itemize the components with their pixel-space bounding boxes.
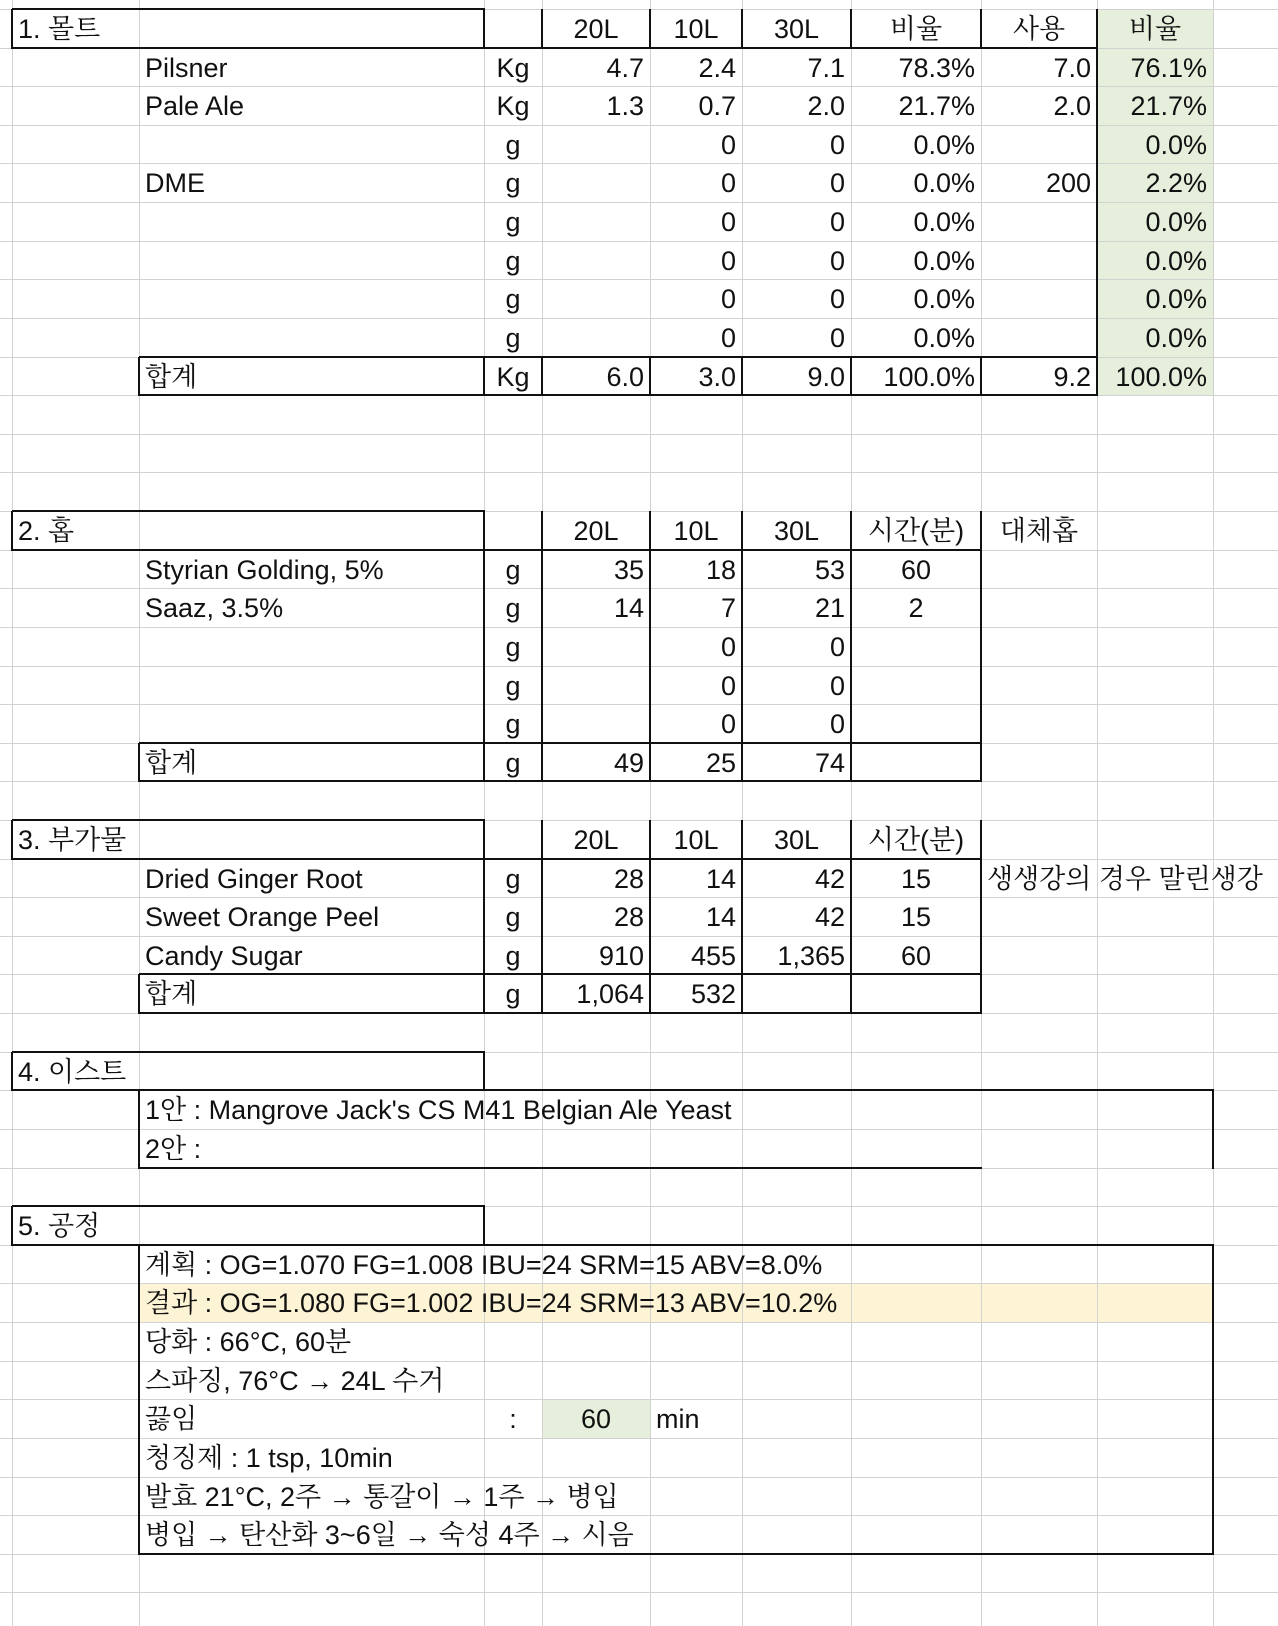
malt-name-cell[interactable]: DME [145, 168, 205, 198]
adjunct-time-cell[interactable]: 60 [900, 941, 932, 971]
adjuncts-header: 10L [673, 825, 719, 855]
hops-name-cell[interactable]: Saaz, 3.5% [145, 593, 284, 623]
malt-header: 비율 [1128, 14, 1182, 44]
hops-header: 20L [573, 516, 619, 546]
hops-total-v30[interactable]: 74 [814, 748, 845, 778]
malt-header: 30L [773, 14, 820, 44]
hops-header: 10L [673, 516, 719, 546]
hops-time-cell[interactable]: 60 [900, 555, 932, 585]
hops-v20-cell[interactable] [542, 666, 650, 704]
grid-vline [12, 0, 13, 1626]
malt-v10-cell[interactable]: 0 [720, 207, 736, 237]
malt-total-use_ratio[interactable]: 100.0% [1115, 362, 1207, 392]
malt-use-cell[interactable] [981, 241, 1097, 279]
hops-header: 시간(분) [867, 516, 965, 546]
adjuncts-total-unit: g [505, 979, 521, 1009]
malt-total-v30[interactable]: 9.0 [807, 362, 845, 392]
malt-ratio-cell[interactable]: 0.0% [913, 207, 975, 237]
malt-use_ratio-cell[interactable]: 0.0% [1145, 207, 1207, 237]
malt-v30-cell[interactable]: 0 [829, 323, 845, 353]
hops-v20-cell[interactable]: 35 [613, 555, 644, 585]
hops-section-title: 2. 홉 [18, 516, 75, 546]
malt-v10-cell[interactable]: 0 [720, 168, 736, 198]
malt-v20-cell[interactable]: 4.7 [606, 53, 644, 83]
hops-total-unit: g [505, 748, 521, 778]
malt-unit-cell[interactable]: Kg [496, 91, 530, 121]
malt-use-cell[interactable] [981, 318, 1097, 357]
process-result[interactable]: 결과 : OG=1.080 FG=1.002 IBU=24 SRM=13 ABV=10.2% [145, 1288, 838, 1318]
malt-use_ratio-cell[interactable]: 0.0% [1145, 323, 1207, 353]
boil-value-cell[interactable]: 60 [580, 1404, 612, 1434]
malt-total-unit: Kg [496, 362, 530, 392]
grid-hline [0, 472, 1278, 473]
malt-name-cell[interactable] [139, 318, 484, 357]
adjunct-v20-cell[interactable]: 28 [613, 864, 644, 894]
malt-use_ratio-cell[interactable]: 2.2% [1145, 168, 1207, 198]
malt-header: 비율 [889, 14, 943, 44]
yeast-section-title: 4. 이스트 [18, 1057, 127, 1087]
malt-use_ratio-cell[interactable]: 0.0% [1145, 130, 1207, 160]
hops-v20-cell[interactable]: 14 [613, 593, 644, 623]
malt-use-cell[interactable] [981, 202, 1097, 241]
malt-v10-cell[interactable]: 0 [720, 130, 736, 160]
yeast-option-2[interactable]: 2안 : [145, 1134, 202, 1164]
hops-header: 30L [773, 516, 820, 546]
malt-total-label: 합계 [145, 362, 198, 392]
malt-v30-cell[interactable]: 0 [829, 130, 845, 160]
hops-v10-cell[interactable]: 0 [720, 671, 736, 701]
adjunct-name-cell[interactable]: Sweet Orange Peel [145, 902, 380, 932]
hops-v20-cell[interactable] [542, 704, 650, 743]
adjunct-unit-cell[interactable]: g [505, 941, 521, 971]
hops-v10-cell[interactable]: 18 [705, 555, 736, 585]
adjuncts-header: 20L [573, 825, 619, 855]
malt-name-cell[interactable]: Pilsner [145, 53, 228, 83]
malt-total-v10[interactable]: 3.0 [698, 362, 736, 392]
malt-v30-cell[interactable]: 2.0 [807, 91, 845, 121]
hops-name-cell[interactable] [139, 666, 484, 704]
malt-v10-cell[interactable]: 0 [720, 246, 736, 276]
adjunct-name-cell[interactable]: Candy Sugar [145, 941, 303, 971]
malt-ratio-cell[interactable]: 0.0% [913, 323, 975, 353]
malt-ratio-cell[interactable]: 0.0% [913, 130, 975, 160]
malt-total-use[interactable]: 9.2 [1053, 362, 1091, 392]
malt-v20-cell[interactable] [542, 125, 650, 163]
malt-use_ratio-cell[interactable]: 21.7% [1130, 91, 1207, 121]
malt-section-title: 1. 몰트 [18, 14, 101, 44]
process-fining[interactable]: 청징제 : 1 tsp, 10min [145, 1443, 393, 1473]
hops-unit-cell[interactable]: g [505, 632, 521, 662]
process-bottle[interactable]: 병입 → 탄산화 3~6일 → 숙성 4주 → 시음 [145, 1520, 634, 1550]
hops-total-v10[interactable]: 25 [705, 748, 736, 778]
malt-use-cell[interactable]: 7.0 [1053, 53, 1091, 83]
malt-v10-cell[interactable]: 0.7 [698, 91, 736, 121]
malt-header: 10L [673, 14, 719, 44]
yeast-option-1[interactable]: 1안 : Mangrove Jack's CS M41 Belgian Ale Yeast [145, 1095, 732, 1125]
hops-v20-cell[interactable] [542, 627, 650, 666]
boil-label: 끓임 [145, 1404, 198, 1434]
hops-v10-cell[interactable]: 0 [720, 632, 736, 662]
malt-unit-cell[interactable]: g [505, 207, 521, 237]
hops-unit-cell[interactable]: g [505, 709, 521, 739]
malt-use-cell[interactable] [981, 279, 1097, 318]
hops-unit-cell[interactable]: g [505, 593, 521, 623]
malt-v30-cell[interactable]: 7.1 [807, 53, 845, 83]
malt-header: 사용 [1012, 14, 1066, 44]
malt-name-cell[interactable]: Pale Ale [145, 91, 245, 121]
malt-ratio-cell[interactable]: 0.0% [913, 168, 975, 198]
malt-v10-cell[interactable]: 0 [720, 323, 736, 353]
malt-name-cell[interactable] [139, 125, 484, 163]
hops-time-cell[interactable]: 2 [908, 593, 924, 623]
adjunct-v10-cell[interactable]: 14 [705, 902, 736, 932]
hops-v30-cell[interactable]: 21 [814, 593, 845, 623]
hops-unit-cell[interactable]: g [505, 671, 521, 701]
adjuncts-section-title: 3. 부가물 [18, 825, 127, 855]
hops-time-cell[interactable] [851, 627, 981, 666]
hops-v10-cell[interactable]: 7 [720, 593, 736, 623]
malt-unit-cell[interactable]: g [505, 168, 521, 198]
malt-use_ratio-cell[interactable]: 76.1% [1130, 53, 1207, 83]
hops-v30-cell[interactable]: 0 [829, 709, 845, 739]
malt-ratio-cell[interactable]: 78.3% [898, 53, 975, 83]
adjunct-v30-cell[interactable]: 1,365 [777, 941, 845, 971]
adjunct-unit-cell[interactable]: g [505, 902, 521, 932]
grid-hline [0, 434, 1278, 435]
hops-total-label: 합계 [145, 748, 198, 778]
malt-total-ratio[interactable]: 100.0% [883, 362, 975, 392]
boil-colon: : [509, 1404, 517, 1434]
malt-use-cell[interactable]: 2.0 [1053, 91, 1091, 121]
hops-name-cell[interactable] [139, 627, 484, 666]
malt-v20-cell[interactable] [542, 318, 650, 357]
boil-unit: min [656, 1404, 700, 1434]
adjunct-v20-cell[interactable]: 28 [613, 902, 644, 932]
malt-ratio-cell[interactable]: 0.0% [913, 284, 975, 314]
adjunct-name-cell[interactable]: Dried Ginger Root [145, 864, 363, 894]
malt-use_ratio-cell[interactable]: 0.0% [1145, 284, 1207, 314]
adjunct-v30-cell[interactable]: 42 [814, 864, 845, 894]
malt-name-cell[interactable] [139, 202, 484, 241]
adjunct-time-cell[interactable]: 15 [900, 864, 932, 894]
adjuncts-header: 30L [773, 825, 820, 855]
adjunct-v30-cell[interactable]: 42 [814, 902, 845, 932]
adjunct-v10-cell[interactable]: 14 [705, 864, 736, 894]
adjunct-note-cell[interactable]: 생생강의 경우 말린생강 [987, 864, 1263, 894]
malt-header: 20L [573, 14, 619, 44]
malt-v30-cell[interactable]: 0 [829, 168, 845, 198]
hops-header: 대체홉 [999, 516, 1079, 546]
malt-unit-cell[interactable]: Kg [496, 53, 530, 83]
malt-v20-cell[interactable] [542, 279, 650, 318]
adjunct-time-cell[interactable]: 15 [900, 902, 932, 932]
malt-v20-cell[interactable] [542, 202, 650, 241]
malt-v20-cell[interactable] [542, 163, 650, 202]
hops-total-v20[interactable]: 49 [613, 748, 644, 778]
hops-name-cell[interactable]: Styrian Golding, 5% [145, 555, 384, 585]
malt-ratio-cell[interactable]: 0.0% [913, 246, 975, 276]
hops-unit-cell[interactable]: g [505, 555, 521, 585]
adjuncts-header: 시간(분) [867, 825, 965, 855]
adjunct-unit-cell[interactable]: g [505, 864, 521, 894]
malt-total-v20[interactable]: 6.0 [606, 362, 644, 392]
malt-v30-cell[interactable]: 0 [829, 284, 845, 314]
malt-v10-cell[interactable]: 0 [720, 284, 736, 314]
hops-time-cell[interactable] [851, 666, 981, 704]
process-section-title: 5. 공정 [18, 1211, 101, 1241]
hops-v10-cell[interactable]: 0 [720, 709, 736, 739]
grid-hline [0, 1592, 1278, 1593]
malt-use-cell[interactable]: 200 [1045, 168, 1091, 198]
process-mash[interactable]: 당화 : 66°C, 60분 [145, 1327, 352, 1357]
malt-unit-cell[interactable]: g [505, 246, 521, 276]
hops-time-cell[interactable] [851, 704, 981, 743]
hops-v30-cell[interactable]: 0 [829, 632, 845, 662]
malt-v30-cell[interactable]: 0 [829, 207, 845, 237]
malt-v10-cell[interactable]: 2.4 [698, 53, 736, 83]
malt-v30-cell[interactable]: 0 [829, 246, 845, 276]
malt-ratio-cell[interactable]: 21.7% [898, 91, 975, 121]
adjuncts-total-v20[interactable]: 1,064 [576, 979, 644, 1009]
process-sparge[interactable]: 스파징, 76°C → 24L 수거 [145, 1366, 445, 1396]
adjuncts-total-v10[interactable]: 532 [690, 979, 736, 1009]
hops-v30-cell[interactable]: 0 [829, 671, 845, 701]
malt-name-cell[interactable] [139, 279, 484, 318]
process-plan[interactable]: 계획 : OG=1.070 FG=1.008 IBU=24 SRM=15 ABV=8.0% [145, 1250, 823, 1280]
adjuncts-total-label: 합계 [145, 979, 198, 1009]
process-ferment[interactable]: 발효 21°C, 2주 → 통갈이 → 1주 → 병입 [145, 1482, 619, 1512]
malt-name-cell[interactable] [139, 241, 484, 279]
malt-unit-cell[interactable]: g [505, 323, 521, 353]
adjunct-v20-cell[interactable]: 910 [598, 941, 644, 971]
malt-unit-cell[interactable]: g [505, 130, 521, 160]
hops-v30-cell[interactable]: 53 [814, 555, 845, 585]
hops-name-cell[interactable] [139, 704, 484, 743]
malt-v20-cell[interactable] [542, 241, 650, 279]
malt-use_ratio-cell[interactable]: 0.0% [1145, 246, 1207, 276]
malt-v20-cell[interactable]: 1.3 [606, 91, 644, 121]
malt-use-cell[interactable] [981, 125, 1097, 163]
malt-unit-cell[interactable]: g [505, 284, 521, 314]
adjunct-v10-cell[interactable]: 455 [690, 941, 736, 971]
